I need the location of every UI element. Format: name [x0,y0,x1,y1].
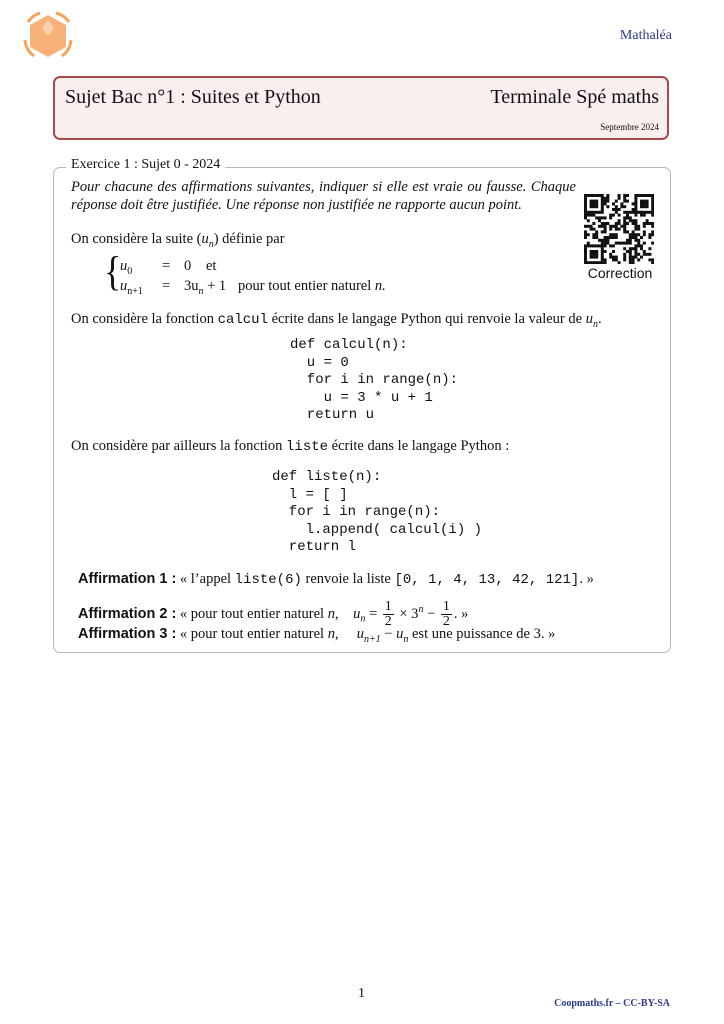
page-title: Sujet Bac n°1 : Suites et Python [65,86,321,108]
qr-correction-label: Correction [587,265,653,281]
level-label: Terminale Spé maths [490,86,659,108]
date-label: Septembre 2024 [600,122,659,132]
sequence-intro: On considère la suite $(u_n)$ définie par [71,231,285,250]
fraction-one-half-2: $\frac{1}{2}$ [442,599,450,629]
fraction-one-half: $\frac{1}{2}$ [384,599,392,629]
qr-code-icon[interactable] [584,194,654,264]
exercise-instructions: Pour chacune des affirmations suivantes, indiquer si elle est vraie ou fausse. Chaque réponse doit être justifiée. Une réponse non justifiée ne rapporte aucun point. [71,179,576,213]
definition-row-1: $u_0$ = 0 et [120,258,217,277]
code-calcul: def calcul(n): u = 0 for i in range(n): u = 3 * u + 1 return u [290,337,459,424]
title-box [53,76,669,140]
calcul-intro: On considère la fonction calcul écrite dans le langage Python qui renvoie la valeur de $u_n$. [71,311,602,330]
exercise-label: Exercice 1 : Sujet 0 - 2024 [66,157,225,173]
affirmation-3: Affirmation 3 : « pour tout entier naturel n, $u_{n+1} - u_n$ est une puissance de 3. » [78,626,556,645]
affirmation-2: Affirmation 2 : « pour tout entier naturel n, $u_n$ = $\frac{1}{2}$ × $3^n$ − $\frac{1}{2}$ . » [78,599,469,629]
coopmaths-logo-icon [22,10,74,62]
liste-intro: On considère par ailleurs la fonction liste écrite dans le langage Python : [71,438,510,455]
code-liste: def liste(n): l = [ ] for i in range(n): l.append( calcul(i) ) return l [272,469,483,556]
definition-row-2: $u_{n+1}$ = $3u_n + 1$ pour tout entier naturel n. [120,278,386,297]
affirmation-1: Affirmation 1 : « l’appel liste(6) renvoie la liste [0, 1, 4, 13, 42, 121]. » [78,571,594,588]
footer-license[interactable]: Coopmaths.fr – CC-BY-SA [554,998,670,1009]
page-number: 1 [358,986,365,1001]
brace-symbol: { [104,248,122,294]
brand-label: Mathaléa [619,28,672,43]
